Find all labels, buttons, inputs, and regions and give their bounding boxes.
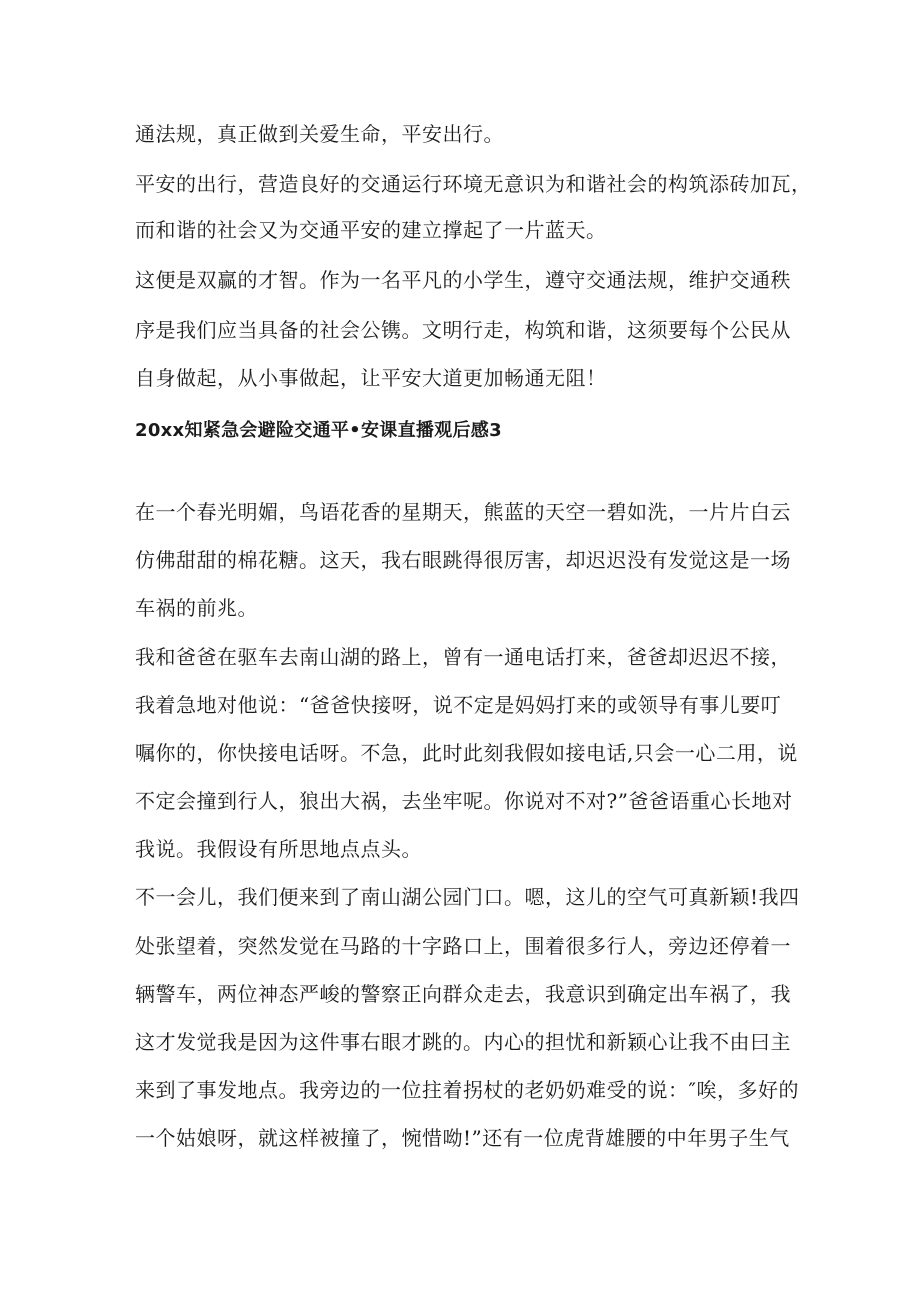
paragraph-line: 嘱你的，你快接电话呀。不急，此时此刻我假如接电话,只会一心二用，说	[135, 741, 798, 765]
paragraph-line: 辆警车，两位神态严峻的警察正向群众走去，我意识到确定出车祸了，我	[135, 982, 791, 1006]
paragraph-line: 这才发觉我是因为这件事右眼才跳的。内心的担忧和新颖心让我不由曰主	[135, 1030, 791, 1054]
paragraph-line: 我着急地对他说：“爸爸快接呀，说不定是妈妈打来的或领导有事儿要叮	[135, 693, 782, 717]
paragraph-line: 通法规，真正做到关爱生命，平安出行。	[135, 122, 504, 146]
paragraph-line: 自身做起，从小事做起，让平安大道更加畅通无阻！	[135, 366, 607, 390]
paragraph-line: 不定会撞到行人，狼出大祸，去坐牢呢。你说对不对?”爸爸语重心长地对	[135, 789, 793, 813]
paragraph-line: 一个姑娘呀，就这样被撞了，惋惜呦!”还有一位虎背雄腰的中年男子生气	[135, 1126, 790, 1150]
paragraph-line: 我说。我假设有所思地点点头。	[135, 837, 422, 861]
paragraph-line: 而和谐的社会又为交通平安的建立撑起了一片蓝天。	[135, 218, 607, 242]
paragraph-line: 平安的出行，营造良好的交通运行环境无意识为和谐社会的构筑添砖加瓦，	[135, 172, 812, 196]
paragraph-line: 序是我们应当具备的社会公镌。文明行走，构筑和谐，这须要每个公民从	[135, 318, 791, 342]
paragraph-line: 仿佛甜甜的棉花糖。这天，我右眼跳得很厉害，却迟迟没有发觉这是一场	[135, 548, 791, 572]
paragraph-line: 我和爸爸在驱车去南山湖的路上，曾有一通电话打来，爸爸却迟迟不接，	[135, 645, 791, 669]
section-heading: 20xx知紧急会避险交通平•安课直播观后感3	[135, 420, 502, 441]
paragraph-line: 不一会儿，我们便来到了南山湖公园门口。嗯，这儿的空气可真新颖!我四	[135, 885, 800, 909]
paragraph-line: 在一个春光明媚，鸟语花香的星期天，熊蓝的天空一碧如洗，一片片白云	[135, 500, 791, 524]
paragraph-line: 这便是双赢的才智。作为一名平凡的小学生，遵守交通法规，维护交通秩	[135, 268, 791, 292]
paragraph-line: 来到了事发地点。我旁边的一位拄着拐杖的老奶奶难受的说：″唉，多好的	[135, 1078, 799, 1102]
paragraph-line: 车祸的前兆。	[135, 596, 258, 620]
paragraph-line: 处张望着，突然发觉在马路的十字路口上，围着很多行人，旁边还停着一	[135, 934, 791, 958]
